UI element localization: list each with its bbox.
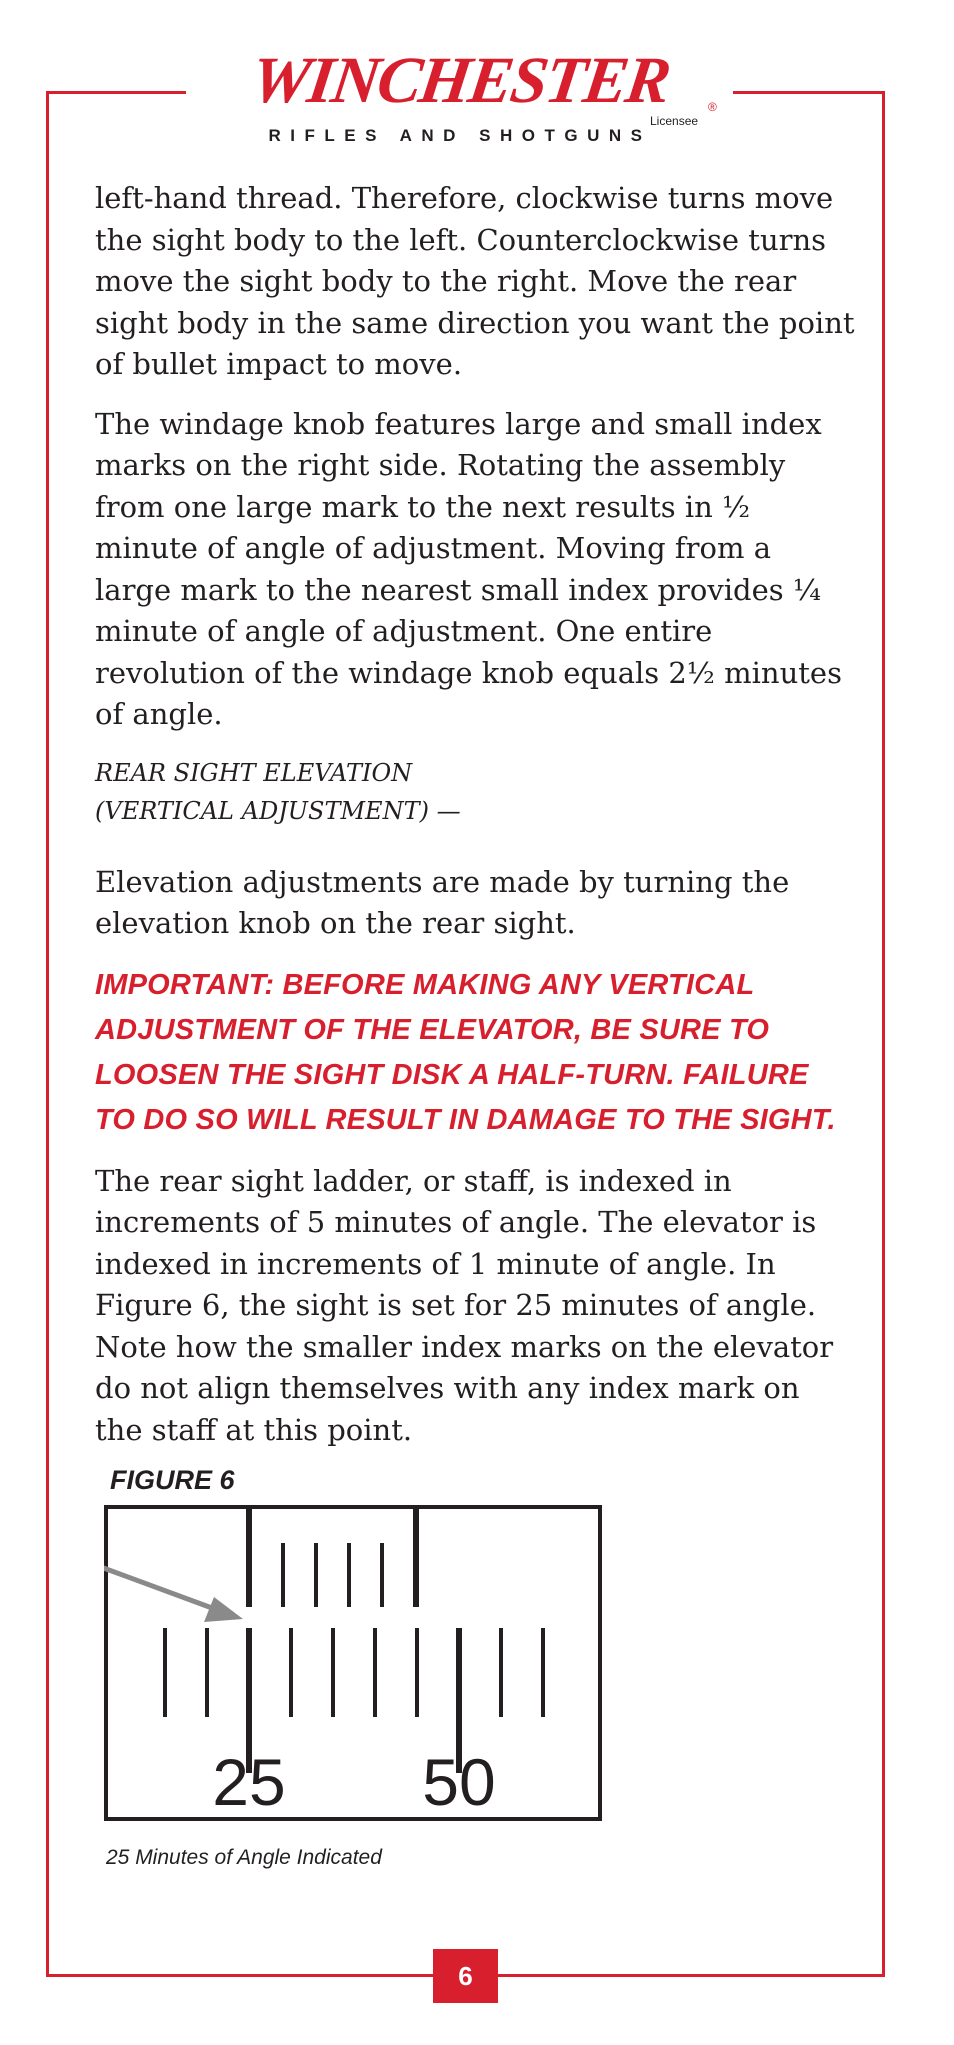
section-heading-line-1: REAR SIGHT ELEVATION [95, 758, 413, 787]
frame-border-right [882, 91, 885, 1977]
section-heading-line-2: (VERTICAL ADJUSTMENT) — [95, 796, 461, 825]
scale-label-50: 50 [422, 1745, 496, 1819]
page-content [95, 178, 855, 1469]
page-number: 6 [458, 1961, 473, 1991]
paragraph-2: The windage knob features large and small index marks on the right side. Rotating the assembly from one large mark to the next results in ½ minute of angle of adjustment. Moving from a large mark to the nearest small index provides ¼ minute of angle of adjustment. One entire revolution of the windage knob equals 2½ minutes of angle. [95, 406, 842, 731]
figure-6-sight-scale [104, 1505, 604, 1825]
winchester-logo [190, 40, 730, 155]
figure-caption: 25 Minutes of Angle Indicated [106, 1846, 382, 1869]
frame-border-left [46, 91, 49, 1977]
paragraph-1: left-hand thread. Therefore, clockwise turns move the sight body to the left. Counterclockwise turns move the sight body to the right. Move the rear sight body in the same direction you want the point of bullet impact to move. [95, 181, 855, 381]
registered-mark: ® [708, 100, 717, 114]
paragraph-3: Elevation adjustments are made by turning the elevation knob on the rear sight. [95, 864, 790, 940]
logo-subtitle: RIFLES AND SHOTGUNS [268, 126, 652, 145]
page-number-badge [433, 1949, 498, 2003]
figure-frame [106, 1507, 600, 1819]
frame-border-bottom-right [498, 1974, 885, 1977]
section-heading [95, 754, 855, 830]
licensee-label: Licensee [650, 114, 699, 128]
paragraph-4: The rear sight ladder, or staff, is indexed in increments of 5 minutes of angle. The elevator is indexed in increments of 1 minute of angle. In Figure 6, the sight is set for 25 minutes of angle. Note how the smaller index marks on the elevator do not align themselves with any index mark on the staff at this point. [95, 1163, 834, 1447]
important-warning: IMPORTANT: BEFORE MAKING ANY VERTICAL ADJUSTMENT OF THE ELEVATOR, BE SURE TO LOOSEN THE SIGHT DISK A HALF-TURN. FAILURE TO DO SO WILL RESULT IN DAMAGE TO THE SIGHT. [95, 968, 836, 1136]
scale-label-25: 25 [212, 1745, 286, 1819]
logo-wordmark: WINCHESTER [246, 44, 674, 117]
frame-border-top-left [46, 91, 186, 94]
figure-label: FIGURE 6 [110, 1465, 235, 1495]
frame-border-top-right [733, 91, 885, 94]
frame-border-bottom-left [46, 1974, 433, 1977]
